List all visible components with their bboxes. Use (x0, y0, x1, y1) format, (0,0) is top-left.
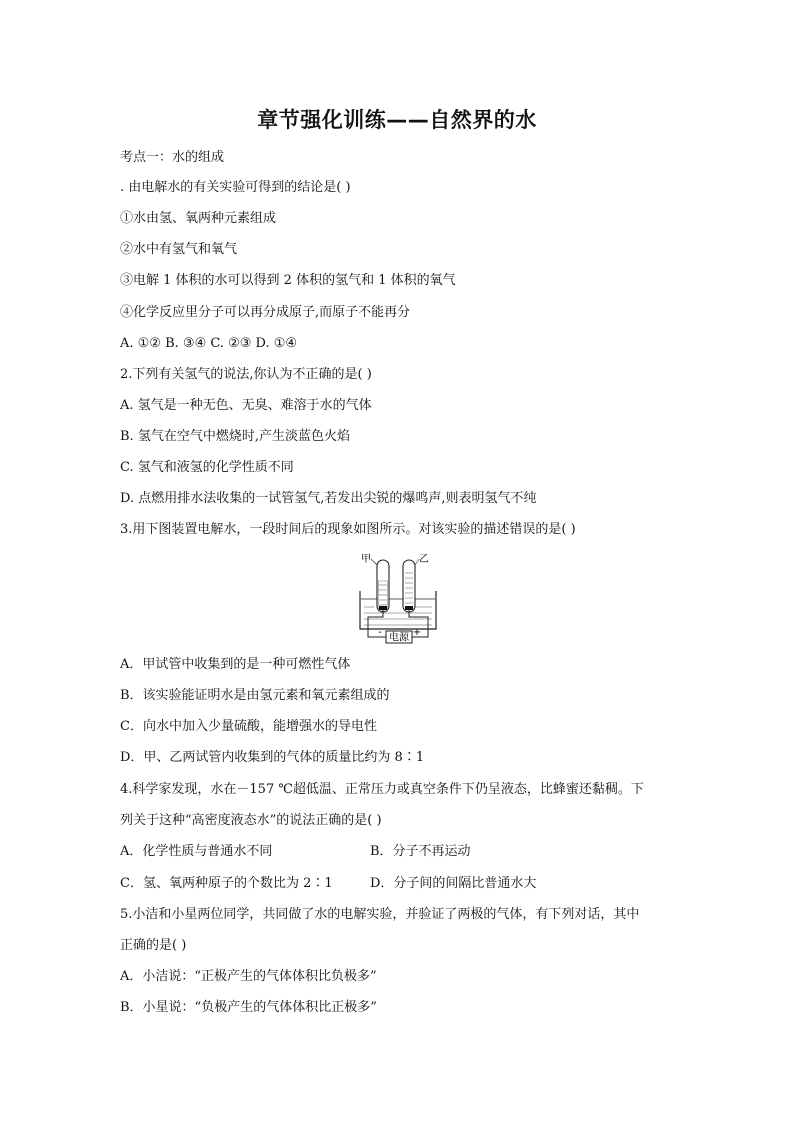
q3-option-c: C．向水中加入少量硫酸，能增强水的导电性 (120, 719, 377, 734)
q2-stem: 2.下列有关氢气的说法,你认为不正确的是( ) (120, 367, 372, 382)
q3-option-d: D．甲、乙两试管内收集到的气体的质量比约为 8∶1 (120, 750, 425, 765)
tube-left (377, 560, 389, 612)
minus-sign: - (378, 627, 382, 638)
label-jia: 甲 (361, 554, 371, 565)
q2-option-a: A. 氢气是一种无色、无臭、难溶于水的气体 (120, 398, 372, 413)
power-source-label: 电源 (389, 632, 409, 644)
q4-option-a: A．化学性质与普通水不同 (120, 844, 273, 859)
q2-option-b: B. 氢气在空气中燃烧时,产生淡蓝色火焰 (120, 429, 350, 444)
plus-sign: + (412, 627, 422, 638)
q5-stem-line2: 正确的是( ) (120, 938, 187, 953)
q3-option-b: B．该实验能证明水是由氢元素和氧元素组成的 (120, 688, 390, 703)
q5-option-b: B．小星说：“负极产生的气体体积比正极多” (120, 1000, 377, 1015)
page-title: 章节强化训练——自然界的水 (257, 108, 537, 132)
q4-option-c: C．氢、氧两种原子的个数比为 2∶1 (120, 876, 333, 891)
label-yi: 乙 (419, 554, 429, 565)
q2-option-c: C. 氢气和液氢的化学性质不同 (120, 460, 294, 475)
q4-stem-line2: 列关于这种“高密度液态水”的说法正确的是( ) (120, 813, 382, 828)
electrode-left (379, 606, 387, 610)
q1-statement-4: ④化学反应里分子可以再分成原子,而原子不能再分 (120, 305, 411, 320)
q4-option-d: D．分子间的间隔比普通水大 (370, 876, 537, 891)
electrolysis-apparatus-figure (352, 551, 444, 645)
water-hatching (364, 607, 432, 625)
q2-option-d: D. 点燃用排水法收集的一试管氢气,若发出尖锐的爆鸣声,则表明氢气不纯 (120, 491, 537, 506)
beaker-outline (360, 591, 436, 629)
q1-statement-2: ②水中有氢气和氧气 (120, 242, 238, 257)
q1-stem: . 由电解水的有关实验可得到的结论是( ) (120, 180, 351, 195)
section-heading: 考点一：水的组成 (120, 150, 225, 165)
q4-stem-line1: 4.科学家发现，水在－157 ℃超低温、正常压力或真空条件下仍呈液态，比蜂蜜还黏稠。下 (120, 782, 644, 797)
q1-statement-1: ①水由氢、氧两种元素组成 (120, 211, 277, 226)
q1-statement-3: ③电解 1 体积的水可以得到 2 体积的氢气和 1 体积的氧气 (120, 273, 456, 288)
q5-stem-line1: 5.小洁和小星两位同学，共同做了水的电解实验，并验证了两极的气体，有下列对话，其中 (120, 907, 640, 922)
q3-stem: 3.用下图装置电解水，一段时间后的现象如图所示。对该实验的描述错误的是( ) (120, 522, 576, 537)
tube-right (403, 560, 415, 612)
q1-options: A. ①② B. ③④ C. ②③ D. ①④ (120, 336, 298, 351)
electrode-right (405, 606, 413, 610)
q5-option-a: A．小洁说：“正极产生的气体体积比负极多” (120, 969, 377, 984)
q4-option-b: B．分子不再运动 (370, 844, 471, 859)
q3-option-a: A．甲试管中收集到的是一种可燃性气体 (120, 657, 351, 672)
